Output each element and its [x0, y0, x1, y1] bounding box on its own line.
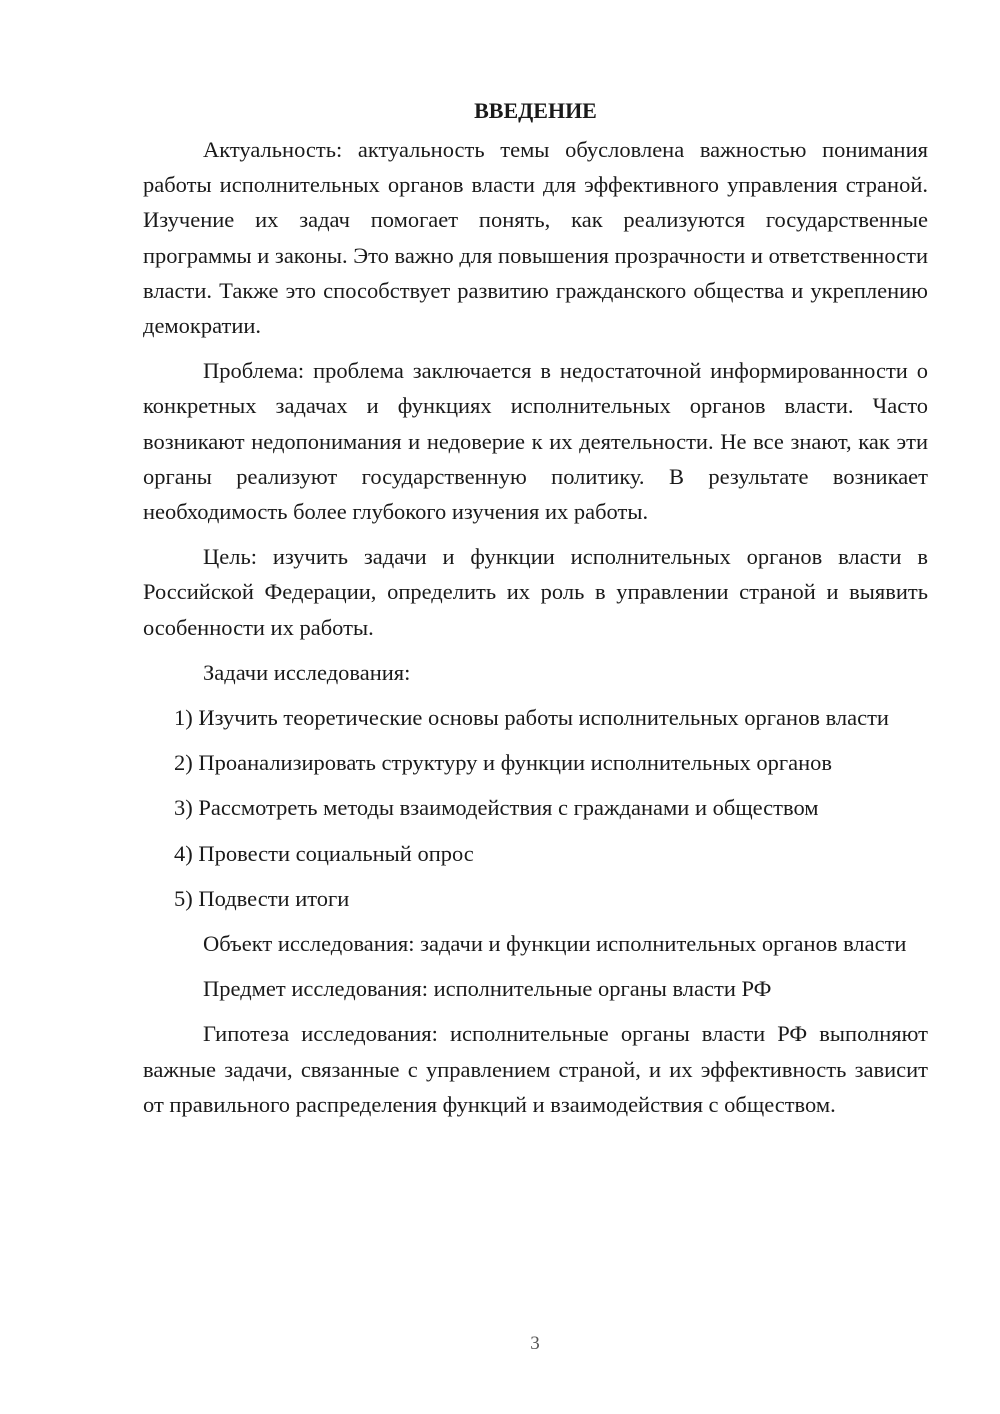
paragraph-relevance: Актуальность: актуальность темы обусловлена важностью понимания работы исполнительных органов власти для эффективного управления страной. Изучение их задач помогает понять, как реализуются государственные программы и законы. Это важно для повышения прозрачности и ответственности власти. Также это способствует развитию гражданского общества и укреплению демократии. — [143, 137, 928, 339]
page-title: ВВЕДЕНИЕ — [474, 98, 597, 123]
paragraph-problem: Проблема: проблема заключается в недостаточной информированности о конкретных задачах и функциях исполнительных органов власти. Часто возникают недопонимания и недоверие к их деятельности. Не все знают, как эти органы реализуют государственную политику. В результате возникает необходимость более глубокого изучения их работы. — [143, 358, 928, 525]
page-number: 3 — [530, 1333, 540, 1354]
task-item-4: 4) Провести социальный опрос — [174, 840, 474, 866]
task-item-5: 5) Подвести итоги — [174, 885, 350, 911]
paragraph-subject: Предмет исследования: исполнительные органы власти РФ — [203, 976, 772, 1002]
paragraph-object: Объект исследования: задачи и функции исполнительных органов власти — [203, 931, 907, 957]
paragraph-goal: Цель: изучить задачи и функции исполнительных органов власти в Российской Федерации, определить их роль в управлении страной и выявить особенности их работы. — [143, 544, 928, 640]
task-item-2: 2) Проанализировать структуру и функции исполнительных органов — [174, 750, 832, 776]
document-page — [143, 93, 928, 1132]
task-item-3: 3) Рассмотреть методы взаимодействия с гражданами и обществом — [174, 795, 819, 821]
tasks-heading: Задачи исследования: — [203, 659, 411, 685]
task-item-1: 1) Изучить теоретические основы работы исполнительных органов власти — [174, 705, 889, 731]
paragraph-hypothesis: Гипотеза исследования: исполнительные органы власти РФ выполняют важные задачи, связанные с управлением страной, и их эффективность зависит от правильного распределения функций и взаимодействия с обществом. — [143, 1021, 928, 1117]
